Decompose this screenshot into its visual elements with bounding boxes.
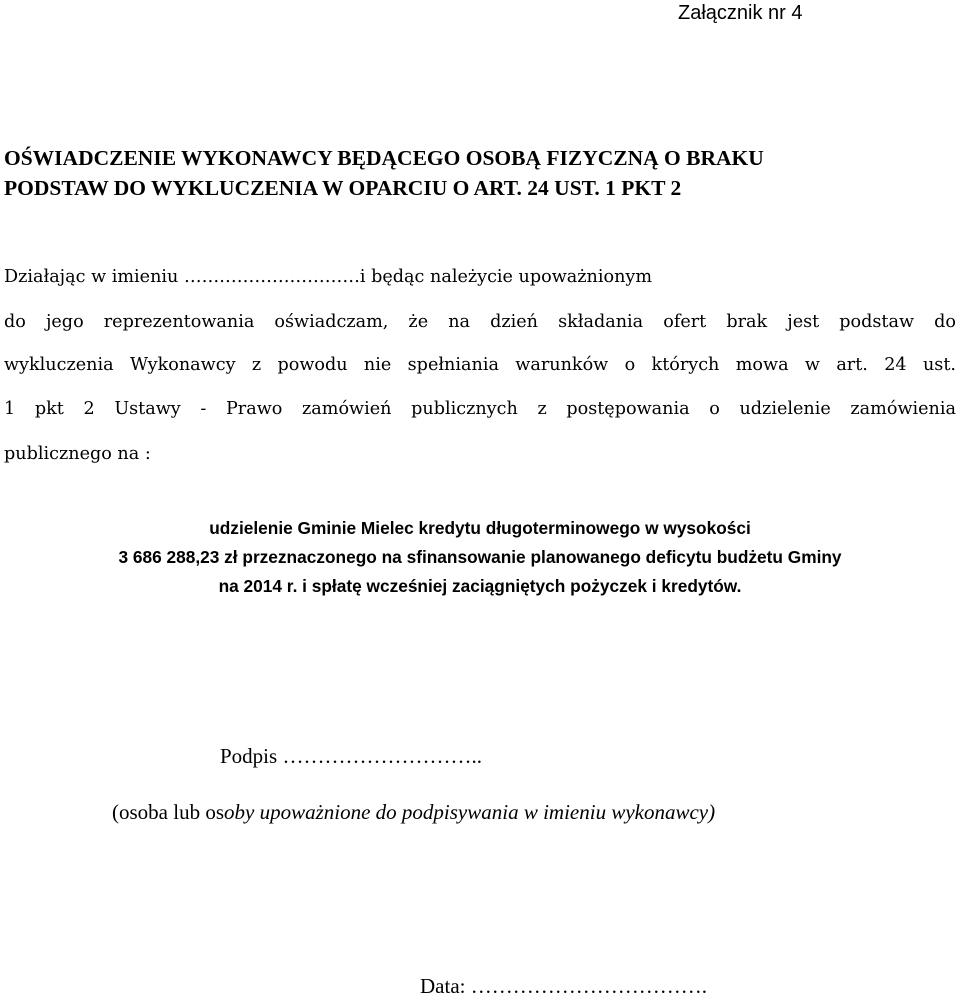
date-blank: ……………………………. bbox=[470, 974, 707, 998]
statement-line-4: 1 pkt 2 Ustawy - Prawo zamówień publicznych z postępowania o udzielenie zamówienia bbox=[4, 399, 956, 419]
statement-line-1 bbox=[4, 267, 956, 287]
statement-line-3: wykluczenia Wykonawcy z powodu nie spełniania warunków o których mowa w art. 24 ust. bbox=[4, 355, 956, 375]
signature-line bbox=[220, 744, 482, 769]
signature-caption-italic: oby upoważnione do podpisywania w imieniu wykonawcy) bbox=[224, 800, 716, 824]
title-line-1: OŚWIADCZENIE WYKONAWCY BĘDĄCEGO OSOBĄ FIZYCZNĄ O BRAKU bbox=[4, 146, 764, 170]
title-line-2: PODSTAW DO WYKLUCZENIA W OPARCIU O ART. 24 UST. 1 PKT 2 bbox=[4, 176, 682, 200]
signature-blank: ……………………….. bbox=[282, 744, 482, 768]
date-label: Data: bbox=[420, 974, 466, 998]
signature-caption-start: (osoba lub os bbox=[112, 800, 224, 824]
statement-line-2: do jego reprezentowania oświadczam, że na dzień składania ofert brak jest podstaw do bbox=[4, 312, 956, 332]
signature-caption bbox=[112, 800, 715, 825]
subject-line-1: udzielenie Gminie Mielec kredytu długoterminowego w wysokości bbox=[209, 518, 751, 538]
document-title bbox=[4, 143, 944, 203]
date-line bbox=[420, 974, 707, 999]
contractor-name-blank: ………………………… bbox=[183, 267, 360, 287]
signature-label: Podpis bbox=[220, 744, 278, 768]
statement-authorized: i będąc należycie upoważnionym bbox=[359, 267, 653, 287]
statement-acting-on-behalf: Działając w imieniu bbox=[4, 267, 179, 287]
subject-line-3: na 2014 r. i spłatę wcześniej zaciągniętych pożyczek i kredytów. bbox=[218, 576, 742, 596]
subject-line-2: 3 686 288,23 zł przeznaczonego na sfinansowanie planowanego deficytu budżetu Gminy bbox=[118, 547, 842, 567]
statement-line-5: publicznego na : bbox=[4, 444, 151, 464]
annex-label: Załącznik nr 4 bbox=[678, 2, 803, 24]
